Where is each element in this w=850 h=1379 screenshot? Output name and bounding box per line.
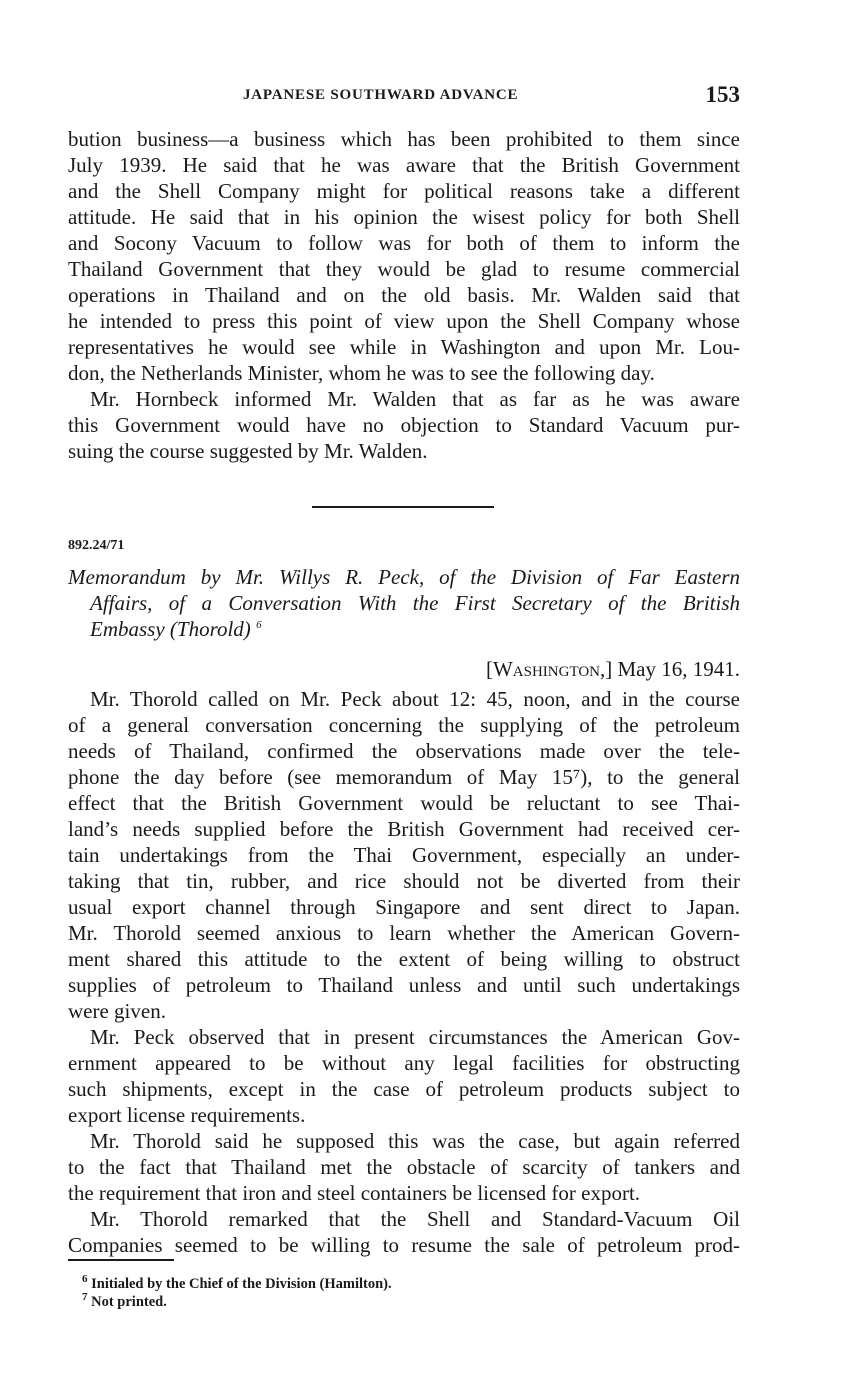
footnote-text: Initialed by the Chief of the Division (Hamilton). — [91, 1276, 392, 1292]
text-line: bution business—a business which has been prohibited to them since — [68, 127, 740, 151]
text-line: to the fact that Thailand met the obstacle of scarcity of tankers and — [68, 1155, 740, 1179]
footnote-text: Not printed. — [91, 1294, 167, 1310]
paragraph-4 — [68, 1024, 740, 1128]
text-line: Mr. Thorold called on Mr. Peck about 12: 45, noon, and in the course — [90, 687, 740, 711]
paragraph-1 — [68, 126, 740, 386]
text-line: operations in Thailand and on the old basis. Mr. Walden said that — [68, 283, 740, 307]
text-line: and the Shell Company might for political reasons take a different — [68, 179, 740, 203]
running-head: JAPANESE SOUTHWARD ADVANCE — [243, 87, 519, 103]
paragraph-5 — [68, 1128, 740, 1206]
text-line: phone the day before (see memorandum of May 15⁷), to the general — [68, 765, 740, 789]
text-line: Thailand Government that they would be glad to resume commercial — [68, 257, 740, 281]
text-line: usual export channel through Singapore and sent direct to Japan. — [68, 895, 740, 919]
text-line: tain undertakings from the Thai Government, especially an under- — [68, 843, 740, 867]
paragraph-3 — [68, 686, 740, 1024]
text-line: Mr. Thorold seemed anxious to learn whether the American Govern- — [68, 921, 740, 945]
text-line: supplies of petroleum to Thailand unless and until such undertakings — [68, 973, 740, 997]
text-line: export license requirements. — [68, 1103, 306, 1127]
text-line: Companies seemed to be willing to resume the sale of petroleum prod- — [68, 1233, 740, 1257]
text-line: Mr. Thorold remarked that the Shell and Standard-Vacuum Oil — [90, 1207, 740, 1231]
text-line: effect that the British Government would be reluctant to see Thai- — [68, 791, 740, 815]
text-line: this Government would have no objection to Standard Vacuum pur- — [68, 413, 740, 437]
page-header — [68, 82, 740, 112]
footnote — [82, 1293, 722, 1311]
page-body — [68, 126, 740, 1258]
footnote-mark: 6 — [82, 1273, 88, 1286]
footnote-mark: 7 — [82, 1291, 88, 1304]
footnote-ref: 6 — [256, 619, 262, 631]
footnote — [82, 1275, 722, 1293]
memo-title — [68, 564, 740, 642]
paragraph-6 — [68, 1206, 740, 1258]
text-line: of a general conversation concerning the supplying of the petroleum — [68, 713, 740, 737]
text-line: don, the Netherlands Minister, whom he was to see the following day. — [68, 361, 655, 385]
title-line: Memorandum by Mr. Willys R. Peck, of the Division of Far Eastern — [68, 565, 740, 589]
text-line: ernment appeared to be without any legal facilities for obstructing — [68, 1051, 740, 1075]
text-line: he intended to press this point of view upon the Shell Company whose — [68, 309, 740, 333]
text-line: July 1939. He said that he was aware that the British Government — [68, 153, 740, 177]
text-line: taking that tin, rubber, and rice should not be diverted from their — [68, 869, 740, 893]
text-line: land’s needs supplied before the British Government had received cer- — [68, 817, 740, 841]
text-line: Mr. Hornbeck informed Mr. Walden that as far as he was aware — [90, 387, 740, 411]
page-number: 153 — [705, 82, 740, 107]
section-divider — [312, 506, 494, 508]
text-line: and Socony Vacuum to follow was for both of them to inform the — [68, 231, 740, 255]
text-line: were given. — [68, 999, 166, 1023]
paragraph-2 — [68, 386, 740, 464]
footnotes — [82, 1275, 722, 1311]
text-line: such shipments, except in the case of petroleum products subject to — [68, 1077, 740, 1101]
text-line: the requirement that iron and steel containers be licensed for export. — [68, 1181, 641, 1205]
text-line: Mr. Thorold said he supposed this was the case, but again referred — [90, 1129, 740, 1153]
title-line: Affairs, of a Conversation With the First Secretary of the British — [90, 591, 740, 615]
dateline-place: [Washington,] — [485, 657, 613, 681]
text-line: representatives he would see while in Washington and upon Mr. Lou- — [68, 335, 740, 359]
dateline — [68, 656, 740, 682]
text-line: attitude. He said that in his opinion the wisest policy for both Shell — [68, 205, 740, 229]
footnote-divider — [68, 1259, 174, 1261]
text-line: Mr. Peck observed that in present circumstances the American Gov- — [90, 1025, 740, 1049]
text-line: suing the course suggested by Mr. Walden. — [68, 439, 428, 463]
title-line-text: Embassy (Thorold) — [90, 617, 251, 641]
text-line: needs of Thailand, confirmed the observations made over the tele- — [68, 739, 740, 763]
title-line-final — [68, 616, 740, 642]
text-line: ment shared this attitude to the extent of being willing to obstruct — [68, 947, 740, 971]
dateline-date: May 16, 1941. — [617, 657, 740, 681]
file-reference: 892.24/71 — [68, 538, 125, 553]
